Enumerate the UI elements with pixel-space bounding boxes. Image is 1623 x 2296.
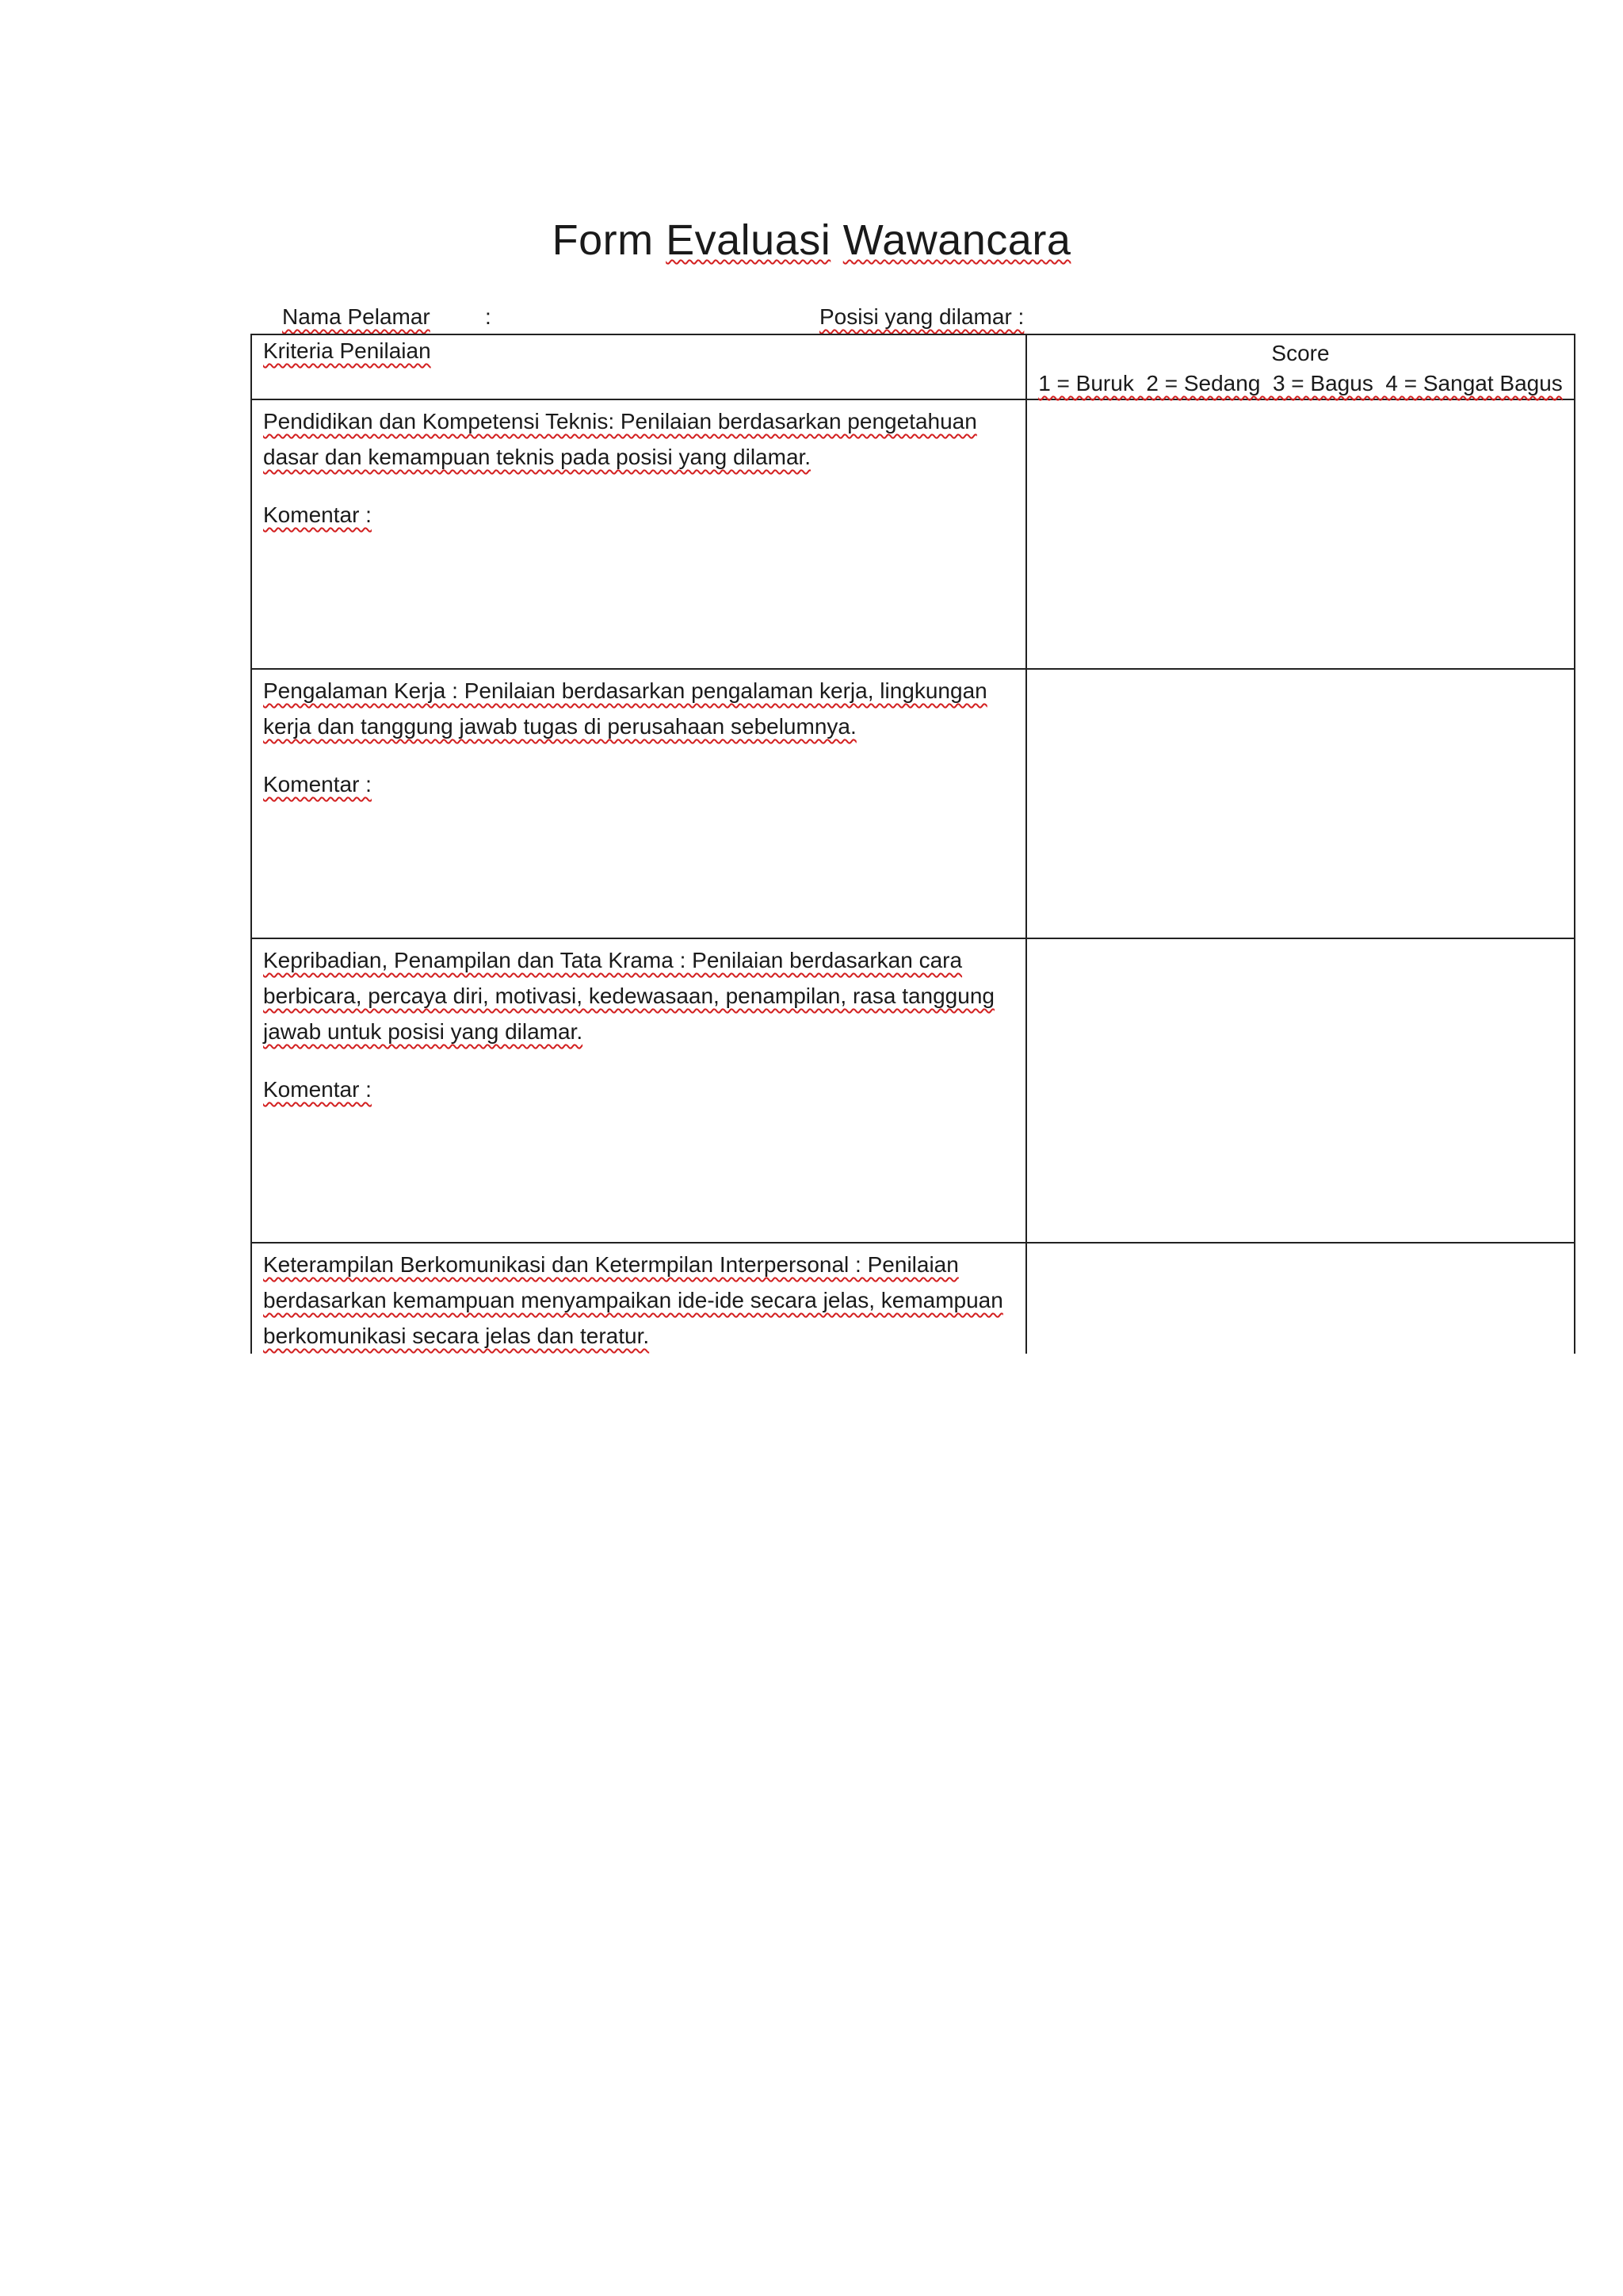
score-input-cell[interactable] — [1026, 399, 1575, 669]
score-legend: 1 = Buruk 2 = Sedang 3 = Bagus 4 = Sangat Bagus — [1038, 371, 1563, 395]
criteria-description: Pendidikan dan Kompetensi Teknis: Penilaian berdasarkan pengetahuan dasar dan kemampuan teknis pada posisi yang dilamar. — [263, 409, 977, 469]
criteria-cell — [251, 399, 1026, 669]
score-header-cell — [1026, 334, 1575, 399]
score-header: Score — [1271, 341, 1330, 365]
score-input-cell[interactable] — [1026, 669, 1575, 938]
criteria-header: Kriteria Penilaian — [263, 338, 431, 363]
comment-label: Komentar : — [263, 1077, 372, 1102]
title-word-form: Form — [552, 216, 654, 264]
score-input-cell[interactable] — [1026, 938, 1575, 1243]
criteria-cell — [251, 938, 1026, 1243]
criteria-header-cell — [251, 334, 1026, 399]
comment-label: Komentar : — [263, 502, 372, 527]
applicant-name-label: Nama Pelamar — [282, 304, 430, 329]
criteria-cell — [251, 669, 1026, 938]
criteria-description: Kepribadian, Penampilan dan Tata Krama : Penilaian berdasarkan cara berbicara, percaya diri, motivasi, kedewasaan, penampilan, rasa tanggung jawab untuk posisi yang dilamar. — [263, 948, 995, 1044]
table-row — [251, 669, 1575, 938]
criteria-description: Keterampilan Berkomunikasi dan Ketermpilan Interpersonal : Penilaian berdasarkan kemampuan menyampaikan ide-ide secara jelas, kemampuan berkomunikasi secara jelas dan teratur. — [263, 1252, 1003, 1348]
criteria-cell — [251, 1243, 1026, 1354]
page-title — [0, 216, 1623, 265]
position-applied-label: Posisi yang dilamar : — [819, 304, 1025, 329]
criteria-description: Pengalaman Kerja : Penilaian berdasarkan pengalaman kerja, lingkungan kerja dan tanggung jawab tugas di perusahaan sebelumnya. — [263, 678, 987, 739]
score-input-cell[interactable] — [1026, 1243, 1575, 1354]
table-row — [251, 938, 1575, 1243]
comment-label: Komentar : — [263, 772, 372, 797]
evaluation-table — [250, 334, 1575, 1354]
table-row — [251, 1243, 1575, 1354]
table-row — [251, 399, 1575, 669]
title-word-evaluasi: Evaluasi — [666, 216, 831, 264]
title-word-wawancara: Wawancara — [842, 216, 1071, 264]
table-header-row — [251, 334, 1575, 399]
applicant-name-colon: : — [485, 304, 491, 329]
